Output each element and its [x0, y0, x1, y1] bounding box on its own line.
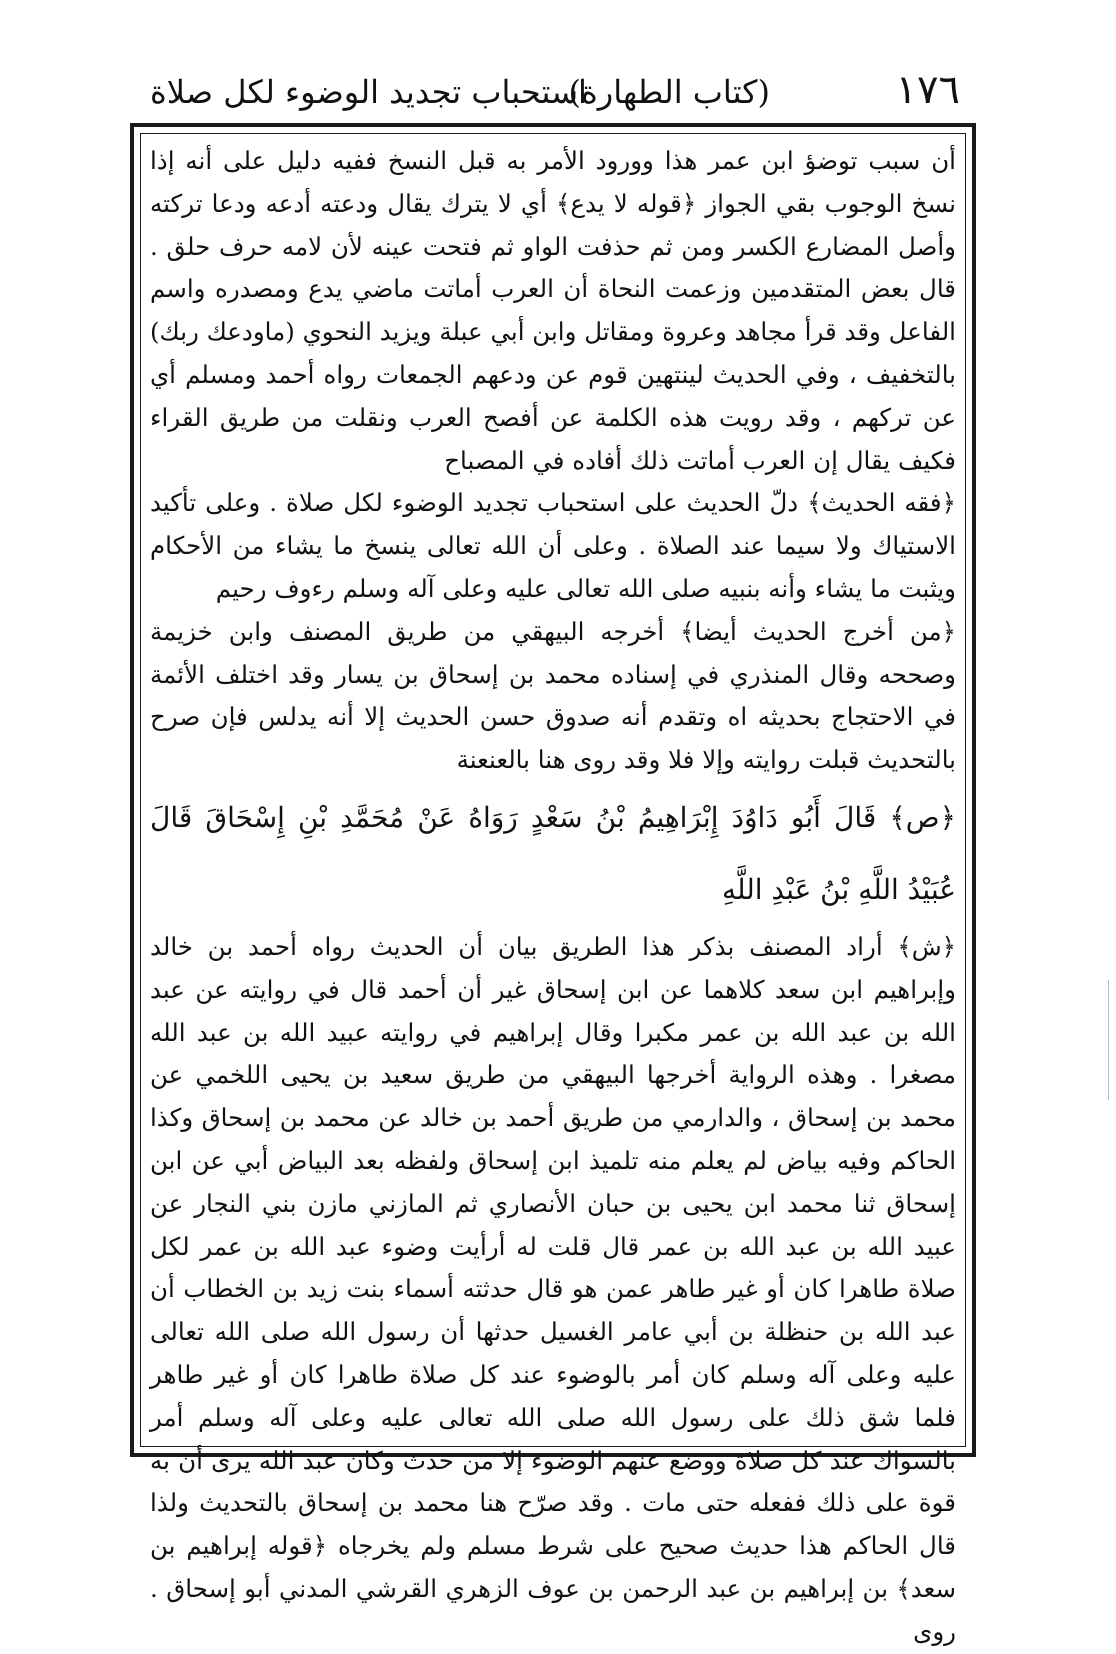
chapter-title: استحباب تجديد الوضوء لكل صلاة	[150, 73, 587, 111]
book-title: (كتاب الطهارة)	[568, 73, 770, 111]
text-body	[150, 140, 956, 1646]
page-header	[150, 60, 960, 120]
paragraph-explanation: أن سبب توضؤ ابن عمر هذا وورود الأمر به قبل النسخ ففيه دليل على أنه إذا نسخ الوجوب بقي الجواز ﴿قوله لا يدع﴾ أي لا يترك يقال ودعته أدعه ودعا تركته وأصل المضارع الكسر ومن ثم حذفت الواو ثم فتحت عينه لأن لامه حرف حلق . قال بعض المتقدمين وزعمت النحاة أن العرب أماتت ماضي يدع ومصدره واسم الفاعل وقد قرأ مجاهد وعروة ومقاتل وابن أبي عبلة ويزيد النحوي (ماودعك ربك) بالتخفيف ، وفي الحديث لينتهين قوم عن ودعهم الجمعات رواه أحمد ومسلم أي عن تركهم ، وقد رويت هذه الكلمة عن أفصح العرب ونقلت من طريق القراء فكيف يقال إن العرب أماتت ذلك أفاده في المصباح	[150, 146, 956, 475]
paragraph-commentary: ﴿ش﴾ أراد المصنف بذكر هذا الطريق بيان أن الحديث رواه أحمد بن خالد وإبراهيم ابن سعد كلاهما عن ابن إسحاق غير أن أحمد قال في روايته عن عبد الله بن عبد الله بن عمر مكبرا وقال إبراهيم في روايته عبيد الله بن عبد الله مصغرا . وهذه الرواية أخرجها البيهقي من طريق سعيد بن يحيى اللخمي عن محمد بن إسحاق ، والدارمي من طريق أحمد بن خالد عن محمد بن إسحاق وكذا الحاكم وفيه بياض لم يعلم منه تلميذ ابن إسحاق ولفظه بعد البياض أبي عن ابن إسحاق ثنا محمد ابن يحيى بن حبان الأنصاري ثم المازني مازن بني النجار عن عبيد الله بن عبد الله بن عمر قال قلت له أرأيت وضوء عبد الله بن عمر لكل صلاة طاهرا كان أو غير طاهر عمن هو قال حدثته أسماء بنت زيد بن الخطاب أن عبد الله بن حنظلة بن أبي عامر الغسيل حدثها أن رسول الله صلى الله تعالى عليه وعلى آله وسلم كان أمر بالوضوء عند كل صلاة طاهرا كان أو غير طاهر فلما شق ذلك على رسول الله صلى الله تعالى عليه وعلى آله وسلم أمر بالسواك عند كل صلاة ووضع عنهم الوضوء إلا من حدث وكان عبد الله يرى أن به قوة على ذلك ففعله حتى مات . وقد صرّح هنا محمد بن إسحاق بالتحديث ولذا قال الحاكم هذا حديث صحيح على شرط مسلم ولم يخرجاه ﴿قوله إبراهيم بن سعد﴾ بن إبراهيم بن عبد الرحمن بن عوف الزهري القرشي المدني أبو إسحاق . روى	[150, 931, 956, 1646]
paragraph-takhrij: ﴿من أخرج الحديث أيضا﴾ أخرجه البيهقي من طريق المصنف وابن خزيمة وصححه وقال المنذري في إسناده محمد بن إسحاق بن يسار وقد اختلف الأئمة في الاحتجاج بحديثه اه وتقدم أنه صدوق حسن الحديث إلا أنه يدلس فإن صرح بالتحديث قبلت روايته وإلا فلا وقد روى هنا بالعنعنة	[150, 616, 956, 775]
hadith-text: ﴿ص﴾ قَالَ أَبُو دَاوُدَ إِبْرَاهِيمُ بْنُ سَعْدٍ رَوَاهُ عَنْ مُحَمَّدِ بْنِ إِسْحَاقَ قَالَ عُبَيْدُ اللَّهِ بْنُ عَبْدِ اللَّهِ	[150, 800, 956, 906]
page-number: ١٧٦	[895, 67, 960, 113]
scan-edge-line	[1108, 980, 1109, 1100]
paragraph-fiqh: ﴿فقه الحديث﴾ دلّ الحديث على استحباب تجديد الوضوء لكل صلاة . وعلى تأكيد الاستياك ولا سيما عند الصلاة . وعلى أن الله تعالى ينسخ ما يشاء من الأحكام ويثبت ما يشاء وأنه بنبيه صلى الله تعالى عليه وعلى آله وسلم رءوف رحيم	[150, 488, 956, 603]
